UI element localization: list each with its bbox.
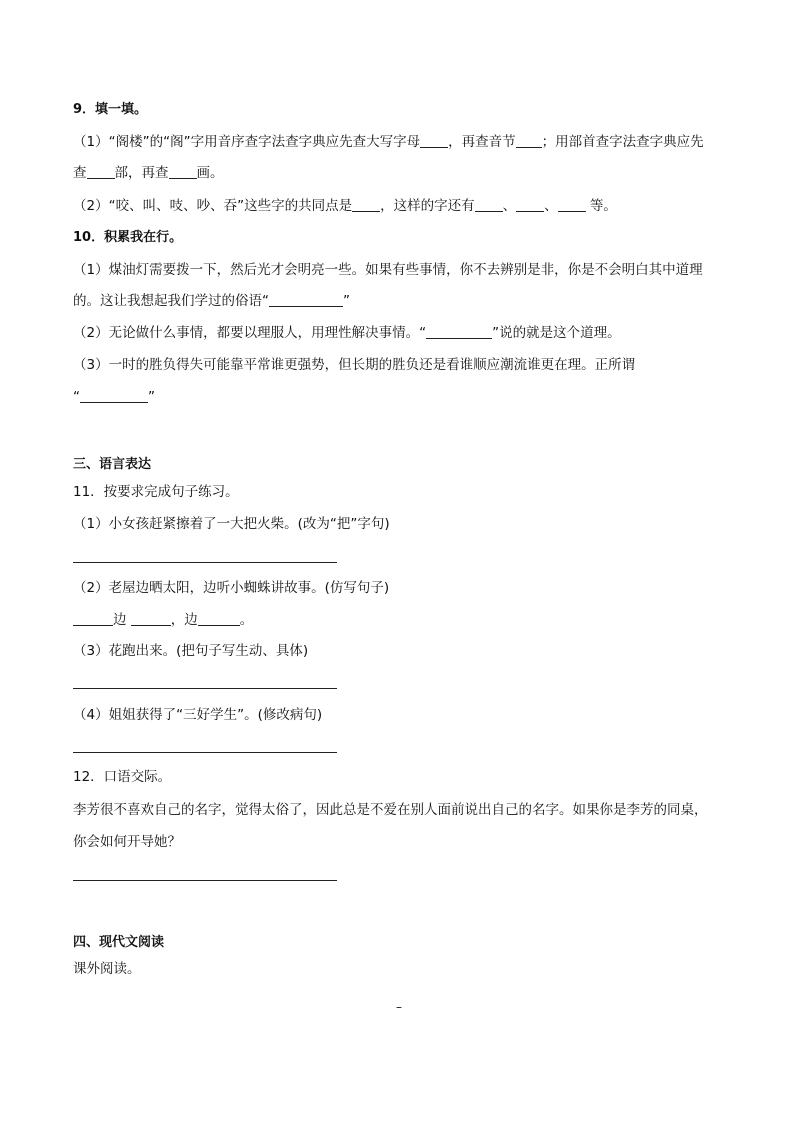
answer-blank[interactable] (558, 197, 586, 212)
answer-blank[interactable] (169, 164, 197, 179)
answer-blank[interactable] (198, 611, 240, 626)
q12-title: 12．口语交际。 (73, 769, 172, 785)
answer-blank[interactable] (73, 611, 113, 626)
section-3-heading: 三、语言表达 (73, 457, 152, 472)
q10-part1-line2: 的。这让我想起我们学过的俗语“ ” (73, 293, 350, 309)
q10-title: 10．积累我在行。 (73, 230, 183, 245)
q12-body-line1: 李芳很不喜欢自己的名字，觉得太俗了，因此总是不爱在别人面前说出自己的名字。如果你是李芳的同桌， (73, 802, 708, 818)
q10-part3-line1: （3）一时的胜负得失可能靠平常谁更强势，但长期的胜负还是看谁顺应潮流谁更在理。正所谓 (73, 357, 636, 373)
q11-title: 11．按要求完成句子练习。 (73, 484, 239, 500)
answer-blank[interactable] (420, 133, 448, 148)
q11-part4: （4）姐姐获得了“三好学生”。(修改病句) (73, 707, 323, 723)
answer-blank[interactable] (352, 197, 380, 212)
q10-part3-line2: “ ” (73, 389, 155, 405)
answer-blank[interactable] (516, 197, 544, 212)
q9-part2: （2）“咬、叫、吱、吵、吞”这些字的共同点是 ，这样的字还有 、 、 等。 (73, 198, 617, 214)
q9-part1-line2: 查 部，再查 画。 (73, 165, 224, 181)
answer-blank[interactable] (426, 324, 492, 339)
q9-part1-line1: （1）“阁楼”的“阁”字用音序查字法查字典应先查大写字母 ，再查音节 ；用部首查字法查字典应先 (73, 134, 704, 150)
answer-blank[interactable] (269, 292, 343, 307)
answer-blank[interactable] (475, 197, 503, 212)
page-marker: – (396, 1000, 402, 1014)
q11-part2: （2）老屋边晒太阳，边听小蜘蛛讲故事。(仿写句子) (73, 580, 390, 596)
answer-blank[interactable] (516, 133, 542, 148)
section-4-heading: 四、现代文阅读 (73, 935, 165, 950)
answer-line[interactable] (73, 688, 337, 689)
answer-blank[interactable] (131, 611, 171, 626)
answer-line[interactable] (73, 752, 337, 753)
reading-intro: 课外阅读。 (73, 961, 141, 977)
q10-part2: （2）无论做什么事情，都要以理服人，用理性解决事情。“ ”说的就是这个道理。 (73, 325, 621, 341)
q11-part2-template: 边 ，边 。 (73, 610, 738, 630)
q9-title: 9．填一填。 (73, 102, 148, 117)
q11-part1: （1）小女孩赶紧擦着了一大把火柴。(改为“把”字句) (73, 516, 390, 532)
q12-body-line2: 你会如何开导她？ (73, 834, 181, 850)
answer-blank[interactable] (80, 388, 148, 403)
q11-part3: （3）花跑出来。(把句子写生动、具体) (73, 643, 309, 659)
answer-blank[interactable] (87, 164, 115, 179)
q10-part1-line1: （1）煤油灯需要拨一下，然后光才会明亮一些。如果有些事情，你不去辨别是非，你是不会明白其中道理 (73, 262, 703, 278)
answer-line[interactable] (73, 562, 337, 563)
answer-line[interactable] (73, 880, 337, 881)
